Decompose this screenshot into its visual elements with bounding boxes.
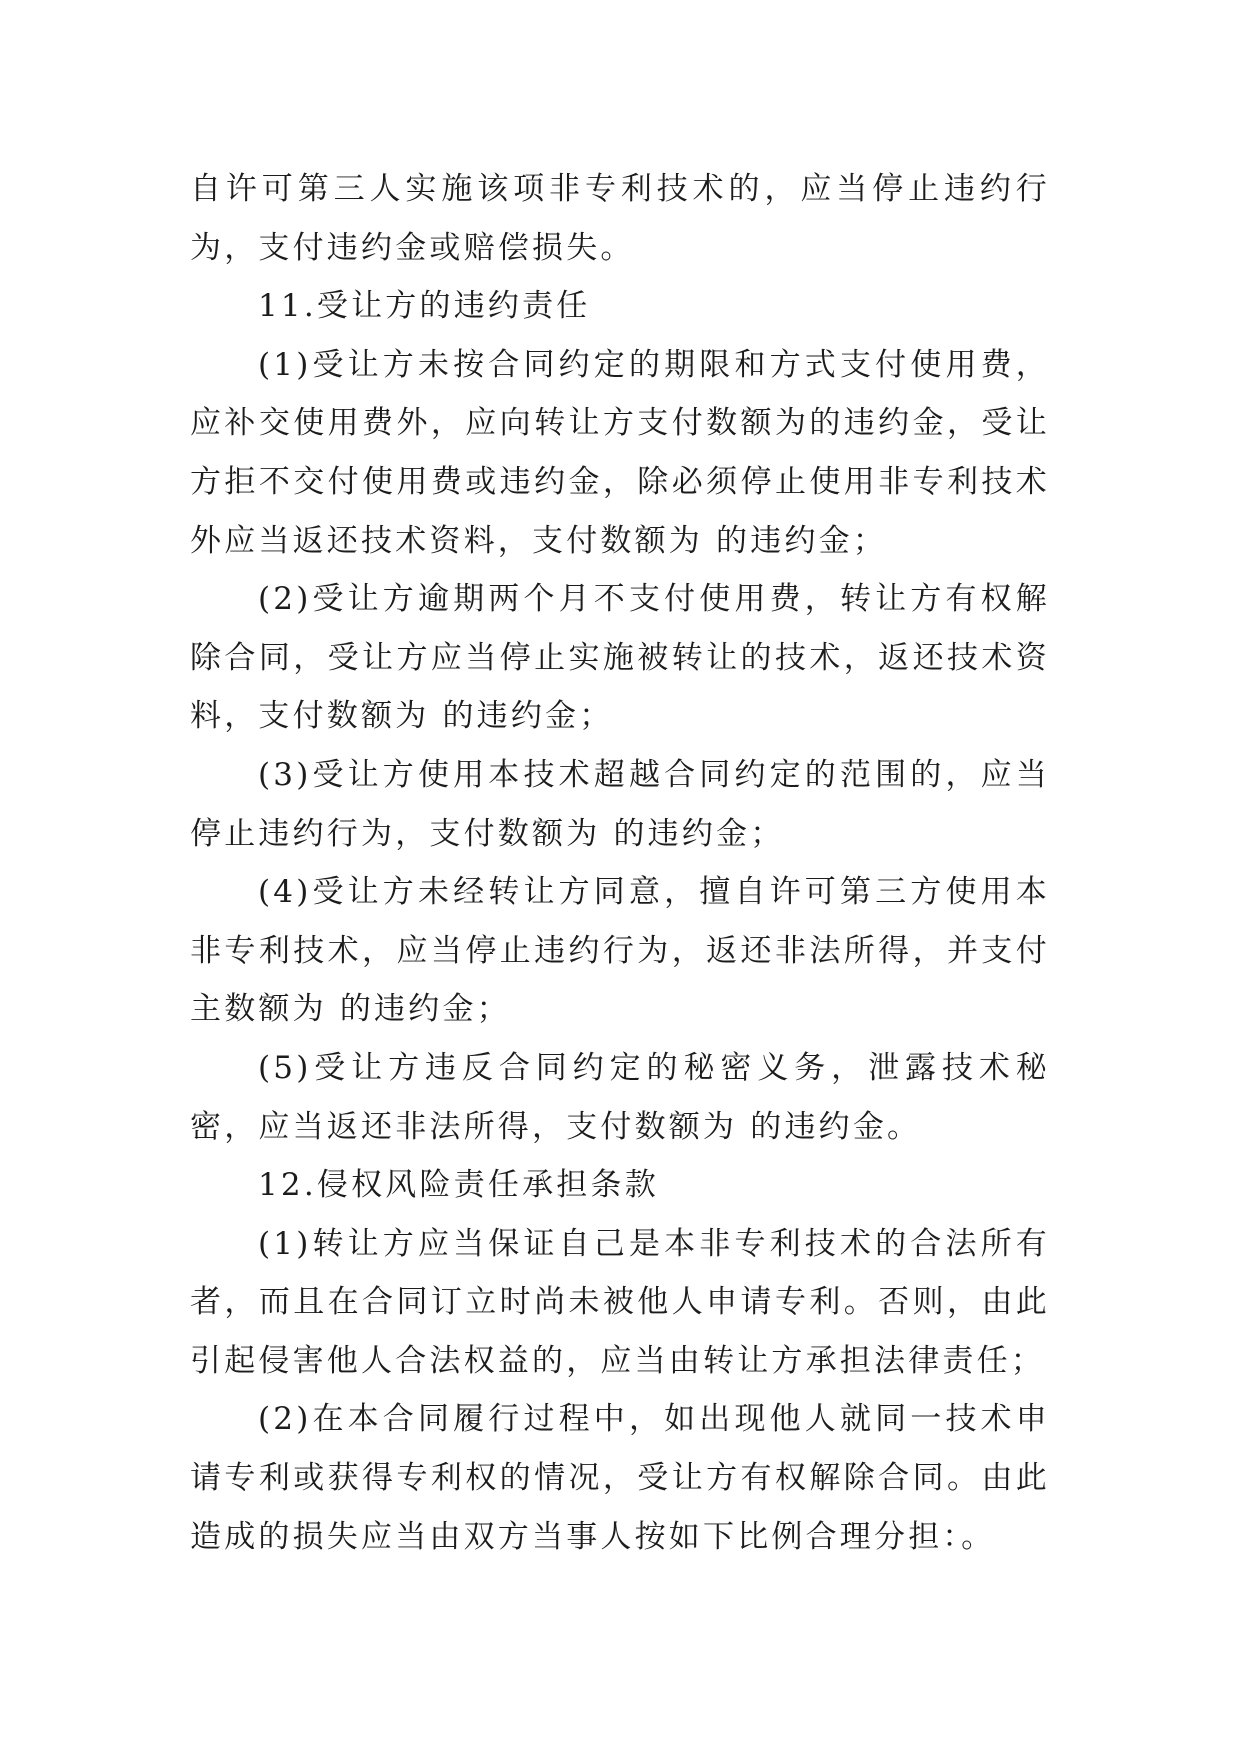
section-heading-11: 11.受让方的违约责任 bbox=[258, 288, 591, 325]
section-heading-12: 12.侵权风险责任承担条款 bbox=[258, 1167, 659, 1204]
paragraph-continuation: 自许可第三人实施该项非专利技术的，应当停止违约行为，支付违约金或赔偿损失。 bbox=[190, 171, 1050, 266]
clause-11-2: (2)受让方逾期两个月不支付使用费，转让方有权解除合同，受让方应当停止实施被转让的技术，返还技术资料，支付数额为 的违约金； bbox=[190, 581, 1050, 735]
clause-12-2: (2)在本合同履行过程中，如出现他人就同一技术申请专利或获得专利权的情况，受让方有权解除合同。由此造成的损失应当由双方当事人按如下比例合理分担：。 bbox=[190, 1401, 1050, 1555]
clause-12-1: (1)转让方应当保证自己是本非专利技术的合法所有者，而且在合同订立时尚未被他人申请专利。否则，由此引起侵害他人合法权益的，应当由转让方承担法律责任； bbox=[190, 1225, 1050, 1379]
clause-11-4: (4)受让方未经转让方同意，擅自许可第三方使用本非专利技术，应当停止违约行为，返还非法所得，并支付主数额为 的违约金； bbox=[190, 874, 1050, 1028]
clause-11-1: (1)受让方未按合同约定的期限和方式支付使用费，应补交使用费外，应向转让方支付数额为的违约金，受让方拒不交付使用费或违约金，除必须停止使用非专利技术外应当返还技术资料，支付数额为 的违约金； bbox=[190, 346, 1050, 559]
clause-11-5: (5)受让方违反合同约定的秘密义务，泄露技术秘密，应当返还非法所得，支付数额为 的违约金。 bbox=[190, 1049, 1050, 1145]
clause-11-3: (3)受让方使用本技术超越合同约定的范围的，应当停止违约行为，支付数额为 的违约金； bbox=[190, 756, 1050, 852]
document-body bbox=[190, 160, 1050, 1566]
